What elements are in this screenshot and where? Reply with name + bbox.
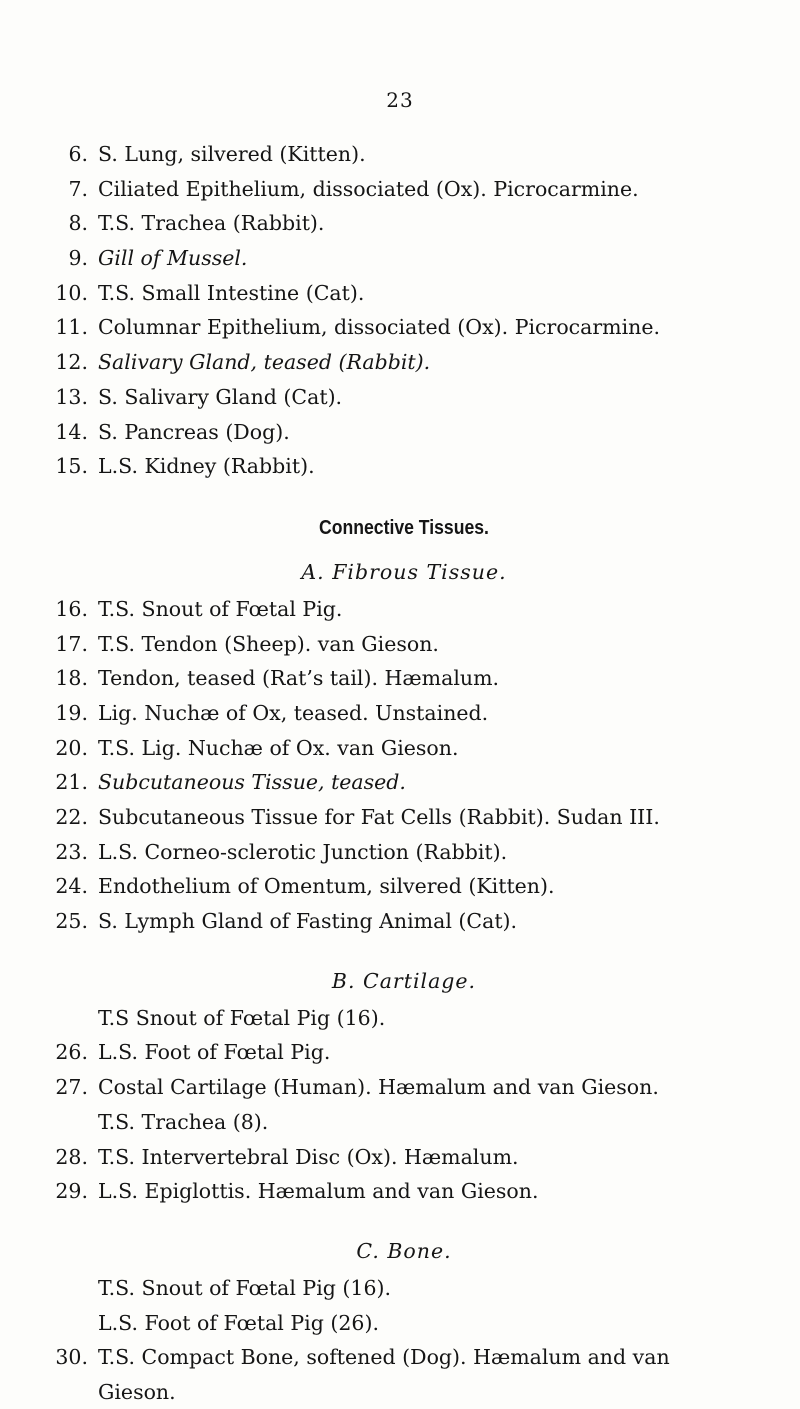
list-item [52, 172, 792, 207]
entry-number: 21. [55, 770, 88, 795]
entry-number: 17. [55, 631, 88, 656]
entry-number: 22. [55, 805, 88, 829]
list-item [52, 696, 792, 731]
list-item [52, 1271, 792, 1306]
entry-text: L.S. Corneo-sclerotic Junction (Rabbit). [98, 839, 508, 864]
list-item [52, 1140, 792, 1175]
entry-text: T.S. Snout of Fœtal Pig. [98, 596, 343, 621]
entry-number: 23. [55, 839, 88, 864]
entry-text: Subcutaneous Tissue for Fat Cells (Rabbit). Sudan III. [98, 805, 660, 829]
list-item [52, 1105, 792, 1140]
entry-number: 16. [55, 596, 88, 621]
list-item [52, 1306, 792, 1341]
bone-list [52, 1271, 792, 1409]
entry-number: 13. [55, 384, 88, 409]
list-item [52, 1340, 792, 1375]
entry-text: Lig. Nuchæ of Ox, teased. Unstained. [98, 700, 489, 725]
list-item [52, 345, 792, 380]
list-item [52, 1001, 792, 1036]
entry-number: 12. [55, 350, 88, 375]
entry-text: S. Lung, silvered (Kitten). [98, 142, 366, 166]
entry-text: T.S. Trachea (8). [98, 1109, 269, 1134]
entry-text: Salivary Gland, teased (Rabbit). [98, 350, 431, 375]
list-item [52, 904, 792, 939]
entry-text: T.S. Small Intestine (Cat). [98, 280, 365, 305]
entry-text: T.S. Snout of Fœtal Pig (16). [98, 1275, 392, 1300]
list-item [52, 869, 792, 904]
subsection-heading-fibrous: A. Fibrous Tissue. [301, 559, 507, 584]
entry-text: S. Pancreas (Dog). [98, 419, 290, 444]
list-item [52, 241, 792, 276]
entry-text: L.S. Epiglottis. Hæmalum and van Gieson. [98, 1179, 539, 1204]
list-item [52, 276, 792, 311]
list-item [52, 1174, 792, 1209]
entry-text: Ciliated Epithelium, dissociated (Ox). Picrocarmine. [98, 176, 639, 201]
entry-number: 9. [68, 246, 88, 271]
entry-text: S. Salivary Gland (Cat). [98, 384, 343, 409]
list-item [52, 380, 792, 415]
page-number: 23 [386, 88, 414, 112]
entry-number: 24. [55, 874, 88, 899]
list-item [52, 206, 792, 241]
entry-number: 18. [55, 666, 88, 691]
subsection-heading-bone: C. Bone. [356, 1238, 452, 1263]
list-item [52, 627, 792, 662]
page-content [52, 137, 792, 1409]
entry-number: 30. [55, 1345, 88, 1370]
entry-text: L.S. Foot of Fœtal Pig (26). [98, 1310, 379, 1335]
entry-number: 15. [55, 454, 88, 479]
list-item [52, 661, 792, 696]
entry-text: Gieson. [98, 1379, 176, 1404]
cartilage-list [52, 1001, 792, 1209]
entry-text: L.S. Foot of Fœtal Pig. [98, 1040, 331, 1065]
entry-number: 20. [55, 735, 88, 760]
entry-text: L.S. Kidney (Rabbit). [98, 454, 315, 479]
entry-number: 10. [55, 280, 88, 305]
list-item [52, 835, 792, 870]
entry-number: 25. [55, 909, 88, 934]
entry-text: T.S. Tendon (Sheep). van Gieson. [98, 631, 439, 656]
entry-text: Subcutaneous Tissue, teased. [98, 770, 406, 795]
list-item [52, 731, 792, 766]
list-item [52, 1375, 792, 1409]
entry-text: T.S. Intervertebral Disc (Ox). Hæmalum. [98, 1144, 519, 1169]
entry-text: T.S. Compact Bone, softened (Dog). Hæmalum and van [98, 1345, 670, 1370]
fibrous-tissue-list [52, 592, 792, 939]
entry-number: 14. [55, 419, 88, 444]
list-item [52, 449, 792, 484]
list-item [52, 1035, 792, 1070]
entry-text: T.S. Trachea (Rabbit). [98, 211, 325, 236]
top-entry-list [52, 137, 792, 484]
entry-text: Gill of Mussel. [98, 246, 248, 271]
list-item [52, 137, 792, 172]
spacer [52, 939, 792, 961]
entry-text: Tendon, teased (Rat’s tail). Hæmalum. [98, 666, 500, 691]
subsection-heading-cartilage: B. Cartilage. [331, 968, 477, 993]
entry-number: 29. [55, 1179, 88, 1204]
entry-text: S. Lymph Gland of Fasting Animal (Cat). [98, 909, 518, 934]
entry-number: 19. [55, 700, 88, 725]
entry-number: 27. [55, 1075, 88, 1100]
entry-number: 6. [68, 142, 88, 166]
list-item [52, 310, 792, 345]
section-heading: Connective Tissues. [319, 516, 489, 539]
list-item [52, 1070, 792, 1105]
list-item [52, 592, 792, 627]
entry-number: 28. [55, 1144, 88, 1169]
entry-number: 26. [55, 1040, 88, 1065]
entry-text: Endothelium of Omentum, silvered (Kitten). [98, 874, 555, 899]
entry-text: Columnar Epithelium, dissociated (Ox). Picrocarmine. [98, 315, 661, 340]
entry-text: T.S Snout of Fœtal Pig (16). [98, 1005, 386, 1030]
list-item [52, 800, 792, 835]
entry-text: Costal Cartilage (Human). Hæmalum and van Gieson. [98, 1075, 659, 1100]
list-item [52, 765, 792, 800]
entry-number: 8. [68, 211, 88, 236]
entry-number: 11. [55, 315, 88, 340]
entry-text: T.S. Lig. Nuchæ of Ox. van Gieson. [98, 735, 459, 760]
spacer [52, 1209, 792, 1231]
list-item [52, 415, 792, 450]
entry-number: 7. [68, 176, 88, 201]
